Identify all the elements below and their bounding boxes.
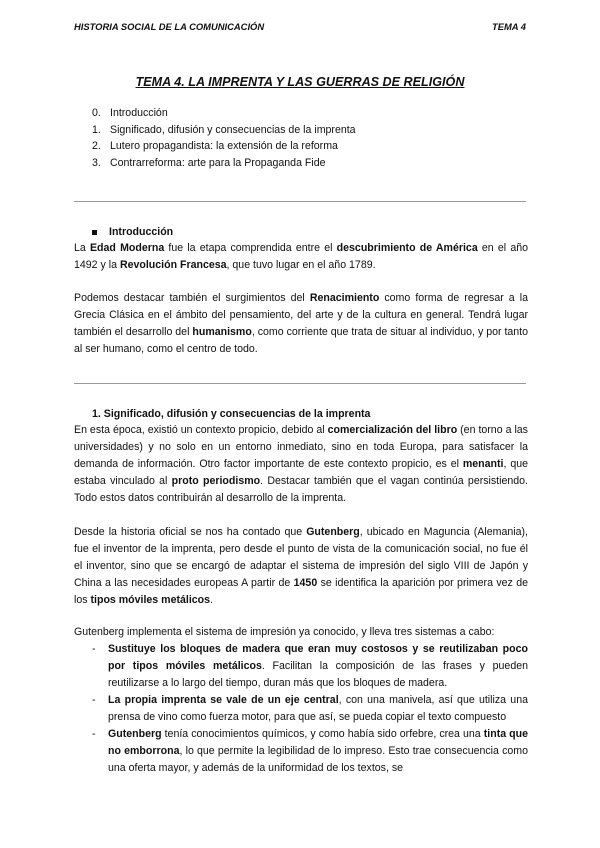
text: fue la etapa comprendida entre el <box>164 242 337 254</box>
bold-text: tipos móviles metálicos <box>90 594 211 606</box>
toc-item-number: 2. <box>92 140 101 152</box>
text: se identifica la aparición por primera vez de los <box>74 577 528 606</box>
toc-item-number: 0. <box>92 107 101 119</box>
bold-text: descubrimiento de América <box>336 242 478 254</box>
intro-paragraph-1 <box>74 240 528 274</box>
list-item <box>92 692 528 726</box>
text: La <box>74 242 90 254</box>
bold-text: Sustituye los bloques de madera que eran muy costosos y se reutilizaban poco por tipos móviles metálicos <box>108 643 528 672</box>
toc-item <box>92 155 356 172</box>
intro-heading-label: Introducción <box>109 226 174 238</box>
table-of-contents <box>92 105 356 171</box>
toc-item-label: Significado, difusión y consecuencias de la imprenta <box>110 123 356 136</box>
bold-text: tinta que no emborrona <box>108 728 529 757</box>
toc-item-label: Lutero propagandista: la extensión de la reforma <box>110 140 338 152</box>
text: (en torno a las universidades) y no solo en un entorno inmediato, sino en toda Europa, para satisfacer la demanda de información. Otro factor importante de este contexto propicio, es el <box>74 424 528 470</box>
section-1-paragraph-2 <box>74 524 528 609</box>
list-item <box>92 726 528 777</box>
toc-item <box>92 105 356 122</box>
bold-text: comercialización del libro <box>327 424 458 436</box>
text: , que estaba vinculado al <box>74 458 528 487</box>
text: Podemos destacar también el surgimientos del <box>74 292 310 304</box>
toc-item <box>92 122 356 139</box>
gutenberg-systems-list <box>92 641 528 777</box>
bold-text: Renacimiento <box>309 292 380 304</box>
bold-text: La propia imprenta se vale de un eje central <box>108 694 339 706</box>
list-item <box>92 641 528 692</box>
toc-item-label: Contrarreforma: arte para la Propaganda Fide <box>110 156 326 169</box>
page-title: TEMA 4. LA IMPRENTA Y LAS GUERRAS DE RELIGIÓN <box>135 75 465 89</box>
section-1-paragraph-1 <box>74 422 528 507</box>
text: , que tuvo lugar en el año 1789. <box>226 259 376 271</box>
bold-text: proto periodismo <box>171 475 261 487</box>
square-bullet-icon <box>92 230 97 235</box>
bold-text: humanismo <box>192 326 252 338</box>
bold-text: menanti <box>462 458 504 470</box>
section-1-paragraph-3: Gutenberg implementa el sistema de impresión ya conocido, y lleva tres sistemas a cabo: <box>74 626 495 638</box>
text: . Facilitan la composición de las frases y pueden reutilizarse a lo largo del tiempo, duran más que los bloques de madera. <box>108 660 528 689</box>
header-topic-number: TEMA 4 <box>491 21 526 32</box>
text: , ubicado en Maguncia (Alemania), fue el inventor de la imprenta, pero desde el punto de vista de la comunicación social, no fue él el inventor, sino que se encargó de adaptar el sistema de impresión del siglo VIII de Japón y China a las necesidades europeas A partir de <box>74 526 528 589</box>
section-1-heading: 1. Significado, difusión y consecuencias de la imprenta <box>92 408 371 420</box>
text: en el año 1492 y la <box>74 242 528 271</box>
intro-heading <box>92 225 173 241</box>
divider <box>74 383 526 384</box>
toc-item-label: Introducción <box>110 107 168 119</box>
divider <box>74 201 526 202</box>
text: En esta época, existió un contexto propicio, debido al <box>74 424 328 436</box>
header-course-title: HISTORIA SOCIAL DE LA COMUNICACIÓN <box>74 21 265 32</box>
text: como forma de regresar a la Grecia Clásica en el ámbito del pensamiento, del arte y de la cultura en general. Tendrá lugar también el desarrollo del <box>74 292 528 338</box>
bold-text: Revolución Francesa <box>119 259 227 271</box>
toc-item-number: 1. <box>92 123 101 136</box>
bold-text: 1450 <box>293 577 318 589</box>
toc-item <box>92 138 356 155</box>
text: tenía conocimientos químicos, y como había sido orfebre, crea una <box>161 728 484 740</box>
text: . <box>210 594 213 606</box>
toc-item-number: 3. <box>92 156 101 169</box>
text: , lo que permite la legibilidad de lo impreso. Esto trae consecuencia como una oferta mayor, y además de la uniformidad de los textos, se <box>108 745 529 774</box>
bold-text: Gutenberg <box>306 526 360 538</box>
page-header <box>74 20 526 34</box>
text: Desde la historia oficial se nos ha contado que <box>74 526 307 538</box>
bold-text: Gutenberg <box>108 728 162 740</box>
intro-paragraph-2 <box>74 290 528 358</box>
text: , como corriente que trata de situar al individuo, y por tanto al ser humano, como el centro de todo. <box>74 326 529 355</box>
text: , con una manivela, así que utiliza una prensa de vino como fuerza motor, para que así, se pueda copiar el texto compuesto <box>108 694 528 723</box>
bold-text: Edad Moderna <box>89 242 165 254</box>
text: . Destacar también que el vagan continúa persistiendo. Todo estos datos contribuirán al desarrollo de la imprenta. <box>74 475 528 504</box>
